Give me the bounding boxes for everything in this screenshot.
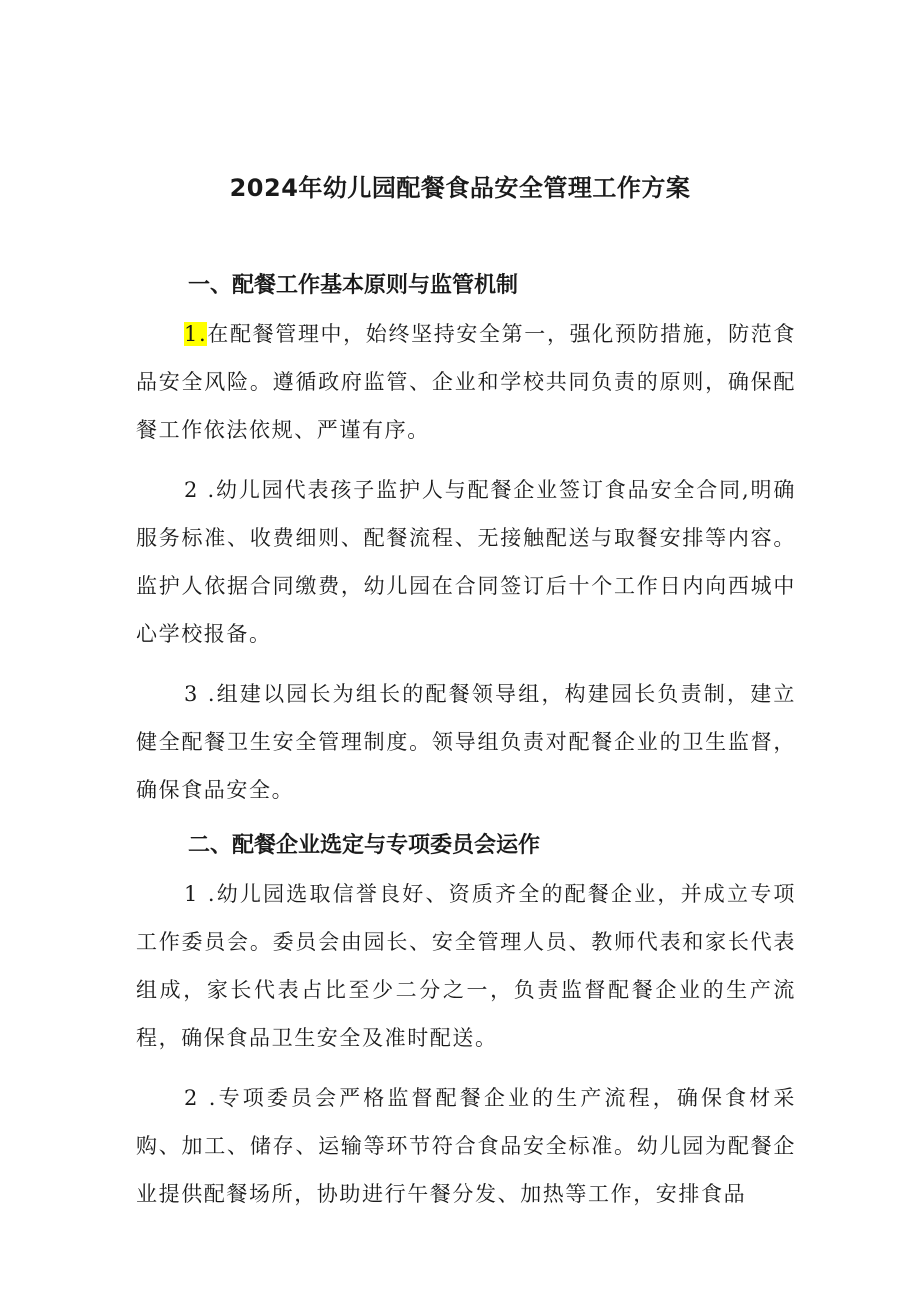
paragraph-text: 专项委员会严格监督配餐企业的生产流程，确保食材采购、加工、储存、运输等环节符合食品安全标准。幼儿园为配餐企业提供配餐场所，协助进行午餐分发、加热等工作，安排食品 — [136, 1086, 796, 1206]
paragraph-1-1 — [136, 310, 796, 454]
document-title: 2024年幼儿园配餐食品安全管理工作方案 — [229, 174, 691, 202]
list-number: 2 . — [184, 1086, 218, 1110]
paragraph-1-3 — [136, 670, 796, 814]
paragraph-text: 在配餐管理中，始终坚持安全第一，强化预防措施，防范食品安全风险。遵循政府监管、企业和学校共同负责的原则，确保配餐工作依法依规、严谨有序。 — [136, 322, 796, 442]
paragraph-2-1 — [136, 870, 796, 1062]
paragraph-text: 组建以园长为组长的配餐领导组，构建园长负责制，建立健全配餐卫生安全管理制度。领导组负责对配餐企业的卫生监督，确保食品安全。 — [136, 682, 796, 802]
paragraph-text: 幼儿园选取信誉良好、资质齐全的配餐企业，并成立专项工作委员会。委员会由园长、安全管理人员、教师代表和家长代表组成，家长代表占比至少二分之一，负责监督配餐企业的生产流程，确保食品卫生安全及准时配送。 — [136, 882, 796, 1050]
highlighted-list-number: 1. — [184, 322, 208, 346]
paragraph-2-2 — [136, 1074, 796, 1218]
list-number: 2 . — [184, 478, 216, 502]
paragraph-1-2 — [136, 466, 796, 658]
section-heading-2: 二、配餐企业选定与专项委员会运作 — [188, 833, 541, 858]
list-number: 1 . — [184, 882, 217, 906]
section-heading-1: 一、配餐工作基本原则与监管机制 — [188, 273, 519, 298]
list-number: 3 . — [184, 682, 217, 706]
paragraph-text: 幼儿园代表孩子监护人与配餐企业签订食品安全合同,明确服务标准、收费细则、配餐流程、无接触配送与取餐安排等内容。监护人依据合同缴费，幼儿园在合同签订后十个工作日内向西城中心学校报备。 — [136, 478, 796, 646]
document-body — [136, 266, 796, 1230]
